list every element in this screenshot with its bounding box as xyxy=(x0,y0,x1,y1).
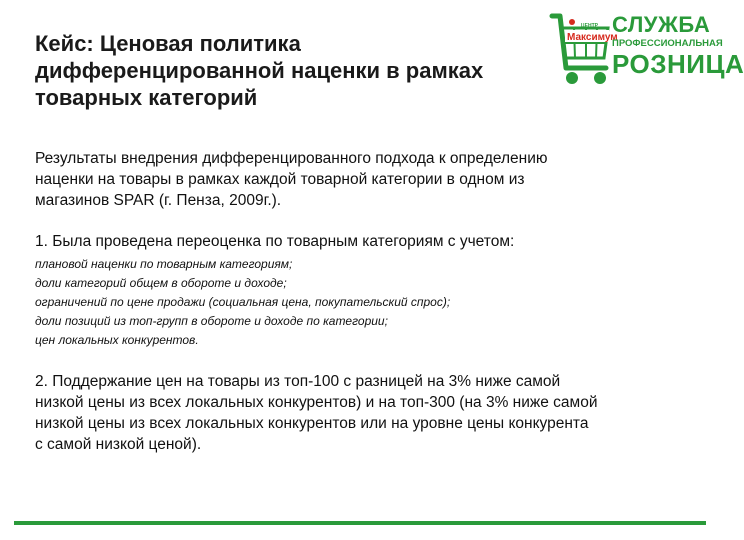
logo-roznica: РОЗНИЦА xyxy=(612,49,744,79)
list-item: доли категорий общем в обороте и доходе; xyxy=(35,276,287,290)
intro-line: магазинов SPAR (г. Пенза, 2009г.). xyxy=(35,192,282,209)
point-1-heading: 1. Была проведена переоценка по товарным категориям с учетом: xyxy=(35,233,515,250)
footer-divider xyxy=(14,521,706,525)
logo-centr-text: ЦЕНТР xyxy=(581,23,598,29)
list-item: плановой наценки по товарным категориям; xyxy=(35,257,293,271)
point-2-paragraph xyxy=(35,371,695,455)
point-2-line: с самой низкой ценой). xyxy=(35,436,202,453)
intro-line: наценки на товары в рамках каждой товарной категории в одном из xyxy=(35,171,525,188)
logo-maksimum-text: Максимум xyxy=(567,32,618,43)
title-line: Кейс: Ценовая политика xyxy=(35,31,301,56)
list-item: доли позиций из топ-групп в обороте и доходе по категории; xyxy=(35,314,388,328)
title-line: дифференцированной наценки в рамках xyxy=(35,58,484,83)
logo-professional: ПРОФЕССИОНАЛЬНАЯ xyxy=(612,38,723,49)
point-1-criteria-list xyxy=(35,255,685,350)
point-2-line: низкой цены из всех локальных конкурентов) и на топ-300 (на 3% ниже самой xyxy=(35,394,598,411)
sluzhba-logo xyxy=(612,12,744,79)
list-item: ограничений по цене продажи (социальная цена, покупательский спрос); xyxy=(35,295,451,309)
intro-line: Результаты внедрения дифференцированного подхода к определению xyxy=(35,150,548,167)
title-line: товарных категорий xyxy=(35,85,258,110)
logo-sluzhba: СЛУЖБА xyxy=(612,12,711,37)
intro-paragraph xyxy=(35,148,685,211)
slide-title xyxy=(35,30,535,111)
list-item: цен локальных конкурентов. xyxy=(35,333,199,347)
point-2-line: низкой цены из всех локальных конкурентов или на уровне цены конкурента xyxy=(35,415,589,432)
point-2-line: 2. Поддержание цен на товары из топ-100 с разницей на 3% ниже самой xyxy=(35,373,561,390)
